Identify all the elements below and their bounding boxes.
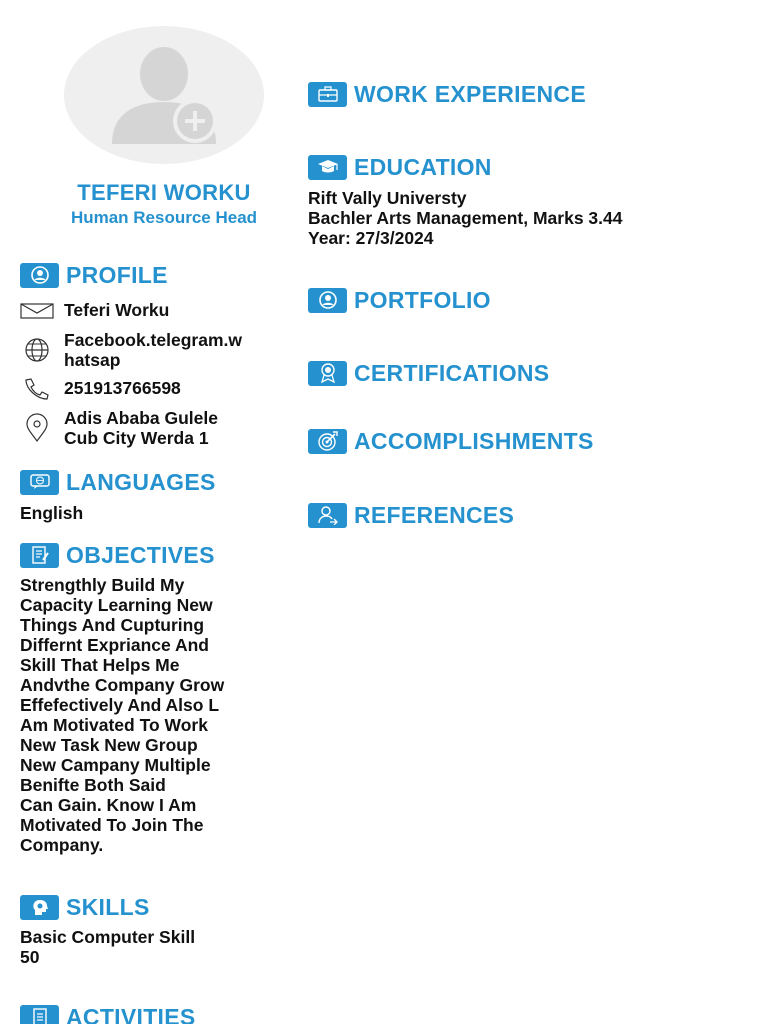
languages-heading bbox=[20, 468, 216, 496]
profile-heading-label: PROFILE bbox=[66, 261, 168, 288]
location-pin-icon bbox=[20, 408, 56, 448]
document-edit-icon bbox=[20, 543, 59, 568]
web-row bbox=[20, 330, 242, 370]
objectives-line: Things And Cupturing bbox=[20, 615, 205, 635]
objectives-heading-label: OBJECTIVES bbox=[66, 541, 215, 568]
email-value: Teferi Worku bbox=[64, 300, 170, 320]
objectives-line: Benifte Both Said bbox=[20, 775, 166, 795]
objectives-line: Strengthly Build My bbox=[20, 575, 185, 595]
portfolio-heading bbox=[308, 286, 491, 314]
accomplishments-heading bbox=[308, 427, 594, 455]
target-icon bbox=[308, 429, 347, 454]
envelope-icon bbox=[20, 300, 56, 322]
chat-globe-icon bbox=[20, 470, 59, 495]
web-value-line1: Facebook.telegram.w bbox=[64, 330, 242, 350]
work-experience-heading-label: WORK EXPERIENCE bbox=[354, 80, 586, 107]
address-row bbox=[20, 408, 218, 448]
avatar-placeholder[interactable] bbox=[64, 26, 264, 164]
portfolio-heading-label: PORTFOLIO bbox=[354, 286, 491, 313]
language-item: English bbox=[20, 503, 84, 523]
globe-icon bbox=[20, 330, 56, 370]
address-value-line2: Cub City Werda 1 bbox=[64, 428, 209, 448]
objectives-line: Am Motivated To Work bbox=[20, 715, 208, 735]
checklist-icon bbox=[20, 1005, 59, 1024]
people-icon bbox=[308, 503, 347, 528]
person-name: TEFERI WORKU bbox=[77, 180, 251, 205]
web-value-line2: hatsap bbox=[64, 350, 121, 370]
certifications-heading-label: CERTIFICATIONS bbox=[354, 359, 550, 386]
person-role: Human Resource Head bbox=[70, 208, 258, 227]
skill-name: Basic Computer Skill bbox=[20, 927, 196, 947]
skills-heading-label: SKILLS bbox=[66, 893, 150, 920]
objectives-line: New Task New Group bbox=[20, 735, 198, 755]
phone-row bbox=[20, 378, 181, 400]
award-icon bbox=[308, 361, 347, 386]
person-circle-icon bbox=[20, 263, 59, 288]
references-heading bbox=[308, 501, 514, 529]
address-value-line1: Adis Ababa Gulele bbox=[64, 408, 218, 428]
head-gear-icon bbox=[20, 895, 59, 920]
person-circle-icon bbox=[308, 288, 347, 313]
objectives-text bbox=[20, 575, 305, 855]
objectives-line: Effefectively And Also L bbox=[20, 695, 220, 715]
activities-heading-label: ACTIVITIES bbox=[66, 1003, 196, 1024]
skills-heading bbox=[20, 893, 150, 921]
objectives-line: Andvthe Company Grow bbox=[20, 675, 225, 695]
languages-heading-label: LANGUAGES bbox=[66, 468, 216, 495]
work-experience-heading bbox=[308, 80, 586, 108]
phone-value: 251913766598 bbox=[64, 378, 181, 398]
objectives-line: Skill That Helps Me bbox=[20, 655, 180, 675]
activities-heading bbox=[20, 1003, 196, 1024]
profile-heading bbox=[20, 261, 168, 289]
certifications-heading bbox=[308, 359, 549, 387]
objectives-line: Can Gain. Know I Am bbox=[20, 795, 197, 815]
objectives-line: Differnt Expriance And bbox=[20, 635, 209, 655]
accomplishments-heading-label: ACCOMPLISHMENTS bbox=[354, 427, 594, 454]
briefcase-icon bbox=[308, 82, 347, 107]
phone-icon bbox=[20, 378, 56, 400]
education-year: Year: 27/3/2024 bbox=[308, 228, 434, 248]
email-row bbox=[20, 300, 169, 322]
graduation-cap-icon bbox=[308, 155, 347, 180]
objectives-line: Motivated To Join The bbox=[20, 815, 204, 835]
education-school: Rift Vally Universty bbox=[308, 188, 467, 208]
objectives-line: New Campany Multiple bbox=[20, 755, 211, 775]
education-degree: Bachler Arts Management, Marks 3.44 bbox=[308, 208, 623, 228]
objectives-heading bbox=[20, 541, 215, 569]
objectives-line: Company. bbox=[20, 835, 104, 855]
person-add-icon bbox=[64, 26, 264, 164]
objectives-line: Capacity Learning New bbox=[20, 595, 213, 615]
references-heading-label: REFERENCES bbox=[354, 501, 515, 528]
skill-level: 50 bbox=[20, 947, 40, 967]
education-heading bbox=[308, 153, 492, 181]
education-heading-label: EDUCATION bbox=[354, 153, 492, 180]
